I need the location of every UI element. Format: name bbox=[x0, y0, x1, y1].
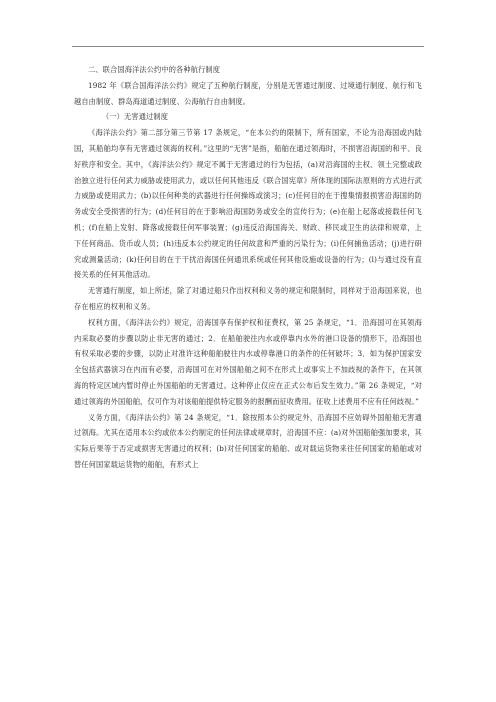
document-body bbox=[74, 62, 422, 473]
paragraph-rights-obligations: 无害通行制度，如上所述，除了对通过船只作出权利和义务的规定和限制时，同样对于沿海国来说，也存在相应的权利和义务。 bbox=[74, 286, 422, 311]
paragraph-rights: 权利方面，《海洋法公约》规定，沿海国享有保护权和征费权，第 25 条规定，“1．沿海国可在其领海内采取必要的步骤以防止非无害的通过；2．在船舶驶往内水或停靠内水外的港口设备的情形下，沿海国也有权采取必要的步骤，以防止对准许这种船舶驶往内水或停靠港口的条件的任何破坏；3．如为保护国家安全包括武器演习在内而有必要，沿海国可在对外国船舶之间不在形式上或事实上不加歧视的条件下，在其领海的特定区域内暂时停止外国船舶的无害通过。这种停止仅应在正式公布后发生效力。”第 26 条规定，“对通过领海的外国船舶，仅可作为对该船舶提供特定服务的报酬而征收费用。征收上述费用不应有任何歧视。” bbox=[74, 317, 422, 406]
paragraph-article-17: 《海洋法公约》第二部分第三节第 17 条规定，“在本公约的限制下，所有国家，不论为沿海国或内陆国，其船舶均享有无害通过领海的权利。”这里的“无害”是指，船舶在通过领海时，不损害沿海国的和平、良好秩序和安全。其中，《海洋法公约》规定不属于无害通过的行为包括，(a)对沿海国的主权、领土完整或政治独立进行任何武力威胁或使用武力，或以任何其他违反《联合国宪章》所体现的国际法原则的方式进行武力威胁或使用武力；(b)以任何种类的武器进行任何操练或演习；(c)任何目的在于搜集情报损害沿海国的防务或安全受损害的行为；(d)任何目的在于影响沿海国防务或安全的宣传行为；(e)在船上起落或接载任何飞机；(f)在船上发射、降落或接载任何军事装置；(g)违反沿海国海关、财政、移民或卫生的法律和规章，上下任何商品、货币或人员；(h)违反本公约规定的任何故意和严重的污染行为；(i)任何捕鱼活动；(j)进行研究或测量活动；(k)任何目的在于干扰沿海国任何通讯系统或任何其他设施或设备的行为；(l)与通过没有直接关系的任何其他活动。 bbox=[74, 128, 422, 280]
header-rule bbox=[72, 46, 424, 47]
subsection-title: （一）无害通过制度 bbox=[102, 112, 169, 122]
section-title: 二、联合国海洋法公约中的各种航行制度 bbox=[88, 65, 221, 74]
paragraph-obligations: 义务方面，《海洋法公约》第 24 条规定，“1．除按照本公约规定外，沿海国不应妨碍外国船舶无害通过领海。尤其在适用本公约或依本公约制定的任何法律或规章时，沿海国不应：(a)对外国船舶强加要求，其实际后果等于否定或损害无害通过的权利；(b)对任何国家的船舶、或对载运货物来往任何国家的船舶或对替任何国家载运货物的船舶，有形式上 bbox=[74, 412, 422, 469]
intro-paragraph: 1982 年《联合国海洋法公约》规定了五种航行制度，分别是无害通过制度、过境通行制度、航行和飞越自由制度、群岛海道通过制度、公海航行自由制度。 bbox=[74, 80, 422, 106]
